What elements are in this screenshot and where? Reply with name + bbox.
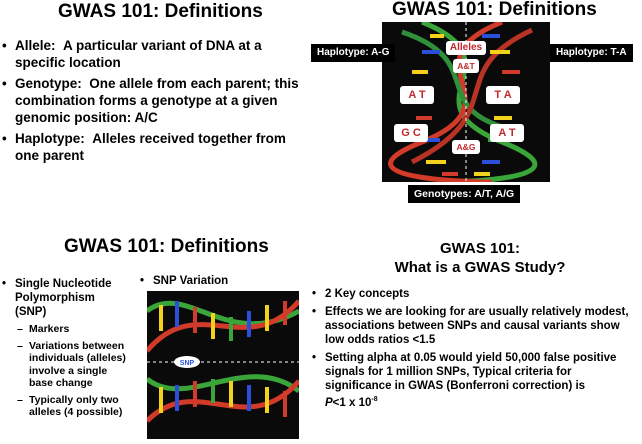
list-item: • SNP Variation [140,274,228,288]
p-symbol: P [325,396,333,409]
haplotype-left-tag: Haplotype: A-G [311,44,395,62]
panel1-title: GWAS 101: Definitions [58,1,263,22]
list-item [2,130,312,164]
panel3-title: GWAS 101: Definitions [64,236,269,257]
snp-heading-list [140,274,228,288]
at-left-label: A T [400,86,434,104]
snp-sub-list [17,323,127,419]
p-value: <1 x 10 [332,396,372,409]
list-item [2,75,312,126]
ag-pair-label: A&G [452,140,480,154]
list-item: – Variations between individuals (alleles) involve a single base change [17,340,127,390]
list-item: – Typically only two alleles (4 possible) [17,394,127,419]
ta-right-label: T A [486,86,520,104]
definition-haplotype: Alleles received together from one parent [15,131,286,163]
snp-helix-image [147,291,299,439]
gc-left-label: G C [394,124,428,142]
alpha-text: Setting alpha at 0.05 would yield 50,000 false positive signals for 1 million SNPs, Typical criteria for significance in GWAS (Bonferroni correction) is [325,352,617,392]
list-item [312,351,637,410]
list-item: • Effects we are looking for are usually relatively modest, associations between SNPs and causal variants show low odds ratios <1.5 [312,305,637,347]
term-genotype: Genotype: [15,76,82,91]
haplotype-right-tag: Haplotype: T-A [550,44,633,62]
at-pair-label: A&T [453,59,479,73]
list-item [2,277,127,419]
definition-genotype: One allele from each parent; this combination forms a genotype at a given genomic position: A/C [15,76,299,125]
list-item: • 2 Key concepts [312,287,637,301]
alleles-label: Alleles [446,41,486,55]
term-allele: Allele: [15,38,56,53]
panel4-title-line1: GWAS 101: [439,240,521,257]
term-haplotype: Haplotype: [15,131,85,146]
panel4-bullet-list [312,287,637,410]
definition-allele: A particular variant of DNA at a specific location [15,38,262,70]
panel4-title-line2: What is a GWAS Study? [394,259,566,276]
genotypes-tag: Genotypes: A/T, A/G [408,185,520,203]
dna-haplotype-figure [382,22,550,182]
panel4-title [330,239,630,277]
snp-badge: SNP [179,360,195,367]
panel3-bullet-list [2,277,127,423]
list-item [2,37,312,71]
panel2-title: GWAS 101: Definitions [392,0,597,20]
panel1-bullet-list [2,37,312,164]
snp-variation-figure [147,291,299,439]
p-exponent: -8 [371,396,378,403]
list-item: – Markers [17,323,127,336]
snp-definition: Single Nucleotide Polymorphism (SNP) [15,278,112,318]
at-right-label: A T [490,124,524,142]
